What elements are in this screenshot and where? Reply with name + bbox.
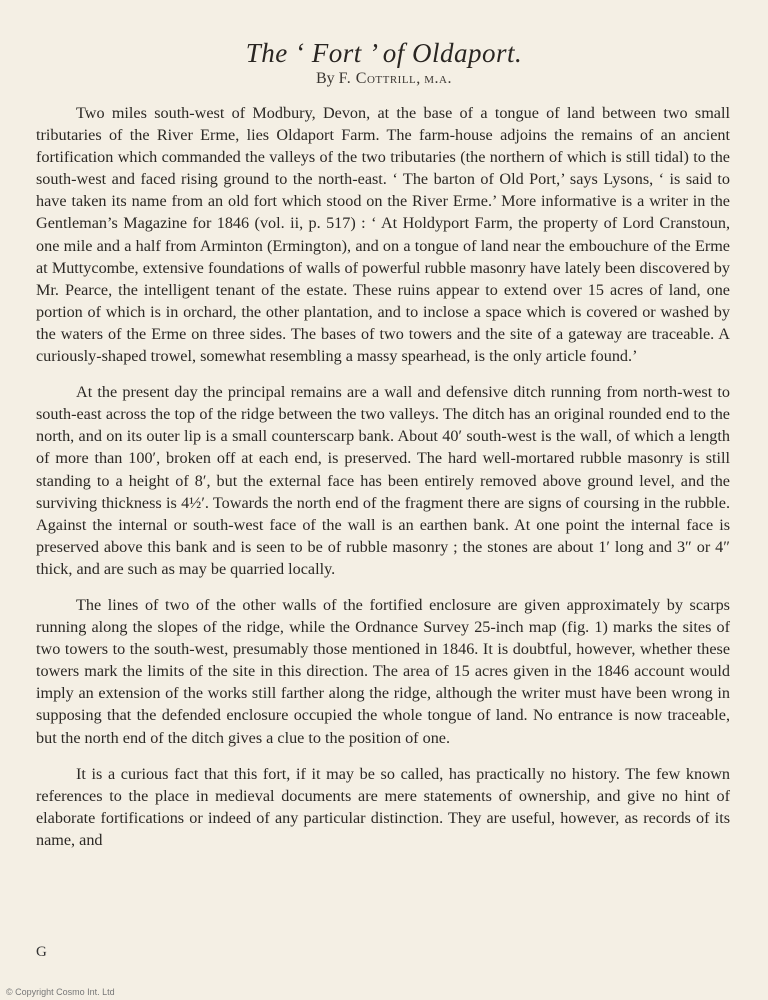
paragraph: At the present day the principal remains are a wall and defensive ditch running from north-west to south-east across the top of the ridge between the two valleys. The ditch has an original rounded end to the north, and on its outer lip is a small counterscarp bank. About 40′ south-west is the wall, of which a length of more than 100′, broken off at each end, is preserved. The hard well-mortared rubble masonry is still standing to a height of 8′, but the external face has been entirely removed above ground level, and the surviving thickness is 4½′. Towards the north end of the fragment there are signs of coursing in the rubble. Against the internal or south-west face of the wall is an earthen bank. At one point the internal face is preserved above this bank and is seen to be of rubble masonry ; the stones are about 1′ long and 3″ or 4″ thick, and are such as may be quarried locally. (36, 383, 730, 578)
paragraph: The lines of two of the other walls of the fortified enclosure are given approximately by scarps running along the slopes of the ridge, while the Ordnance Survey 25-inch map (fig. 1) marks the sites of two towers to the south-west, presumably those mentioned in 1846. It is doubtful, however, whether these towers mark the limits of the site in this direction. The area of 15 acres given in the 1846 account would imply an extension of the works still farther along the ridge, although the writer must have been wrong in supposing that the defended enclosure occupied the whole tongue of land. No entrance is now traceable, but the north end of the ditch gives a clue to the position of one. (36, 595, 730, 747)
article-title: The ‘ Fort ’ of Oldaport. (245, 38, 523, 68)
article-body (36, 102, 730, 865)
paragraph: It is a curious fact that this fort, if it may be so called, has practically no history. The few known references to the place in medieval documents are mere statements of ownership, and give no hint of elaborate fortifications or indeed of any particular distinction. They are useful, however, as records of its name, and (36, 764, 730, 849)
author-degree: m.a. (424, 70, 453, 87)
byline: By F. Cottrill, m.a. (315, 70, 453, 87)
copyright-watermark: © Copyright Cosmo Int. Ltd (6, 987, 115, 997)
author-name: F. Cottrill (338, 70, 417, 87)
paragraph: Two miles south-west of Modbury, Devon, at the base of a tongue of land between two small tributaries of the River Erme, lies Oldaport Farm. The farm-house adjoins the remains of an ancient fortification which commanded the valleys of the two tributaries (the northern of which is still tidal) to the south-west and faced rising ground to the north-east. ‘ The barton of Old Port,’ says Lysons, ‘ is said to have taken its name from an old fort which stood on the River Erme.’ More informative is a writer in the Gentleman’s Magazine for 1846 (vol. ii, p. 517) : ‘ At Holdyport Farm, the property of Lord Cranstoun, one mile and a half from Arminton (Ermington), and on a tongue of land near the embouchure of the Erme at Muttycombe, extensive foundations of walls of powerful rubble masonry have lately been discovered by Mr. Pearce, the intelligent tenant of the estate. These ruins appear to extend over 15 acres of land, one portion of which is in orchard, the other plantation, and to inclose a space which is covered or washed by the waters of the Erme on three sides. The bases of two towers and the site of a gateway are traceable. A curiously-shaped trowel, somewhat resembling a massy spearhead, is the only article found.’ (36, 104, 730, 366)
signature-mark: G (36, 944, 47, 960)
byline-prefix: By (315, 70, 335, 87)
